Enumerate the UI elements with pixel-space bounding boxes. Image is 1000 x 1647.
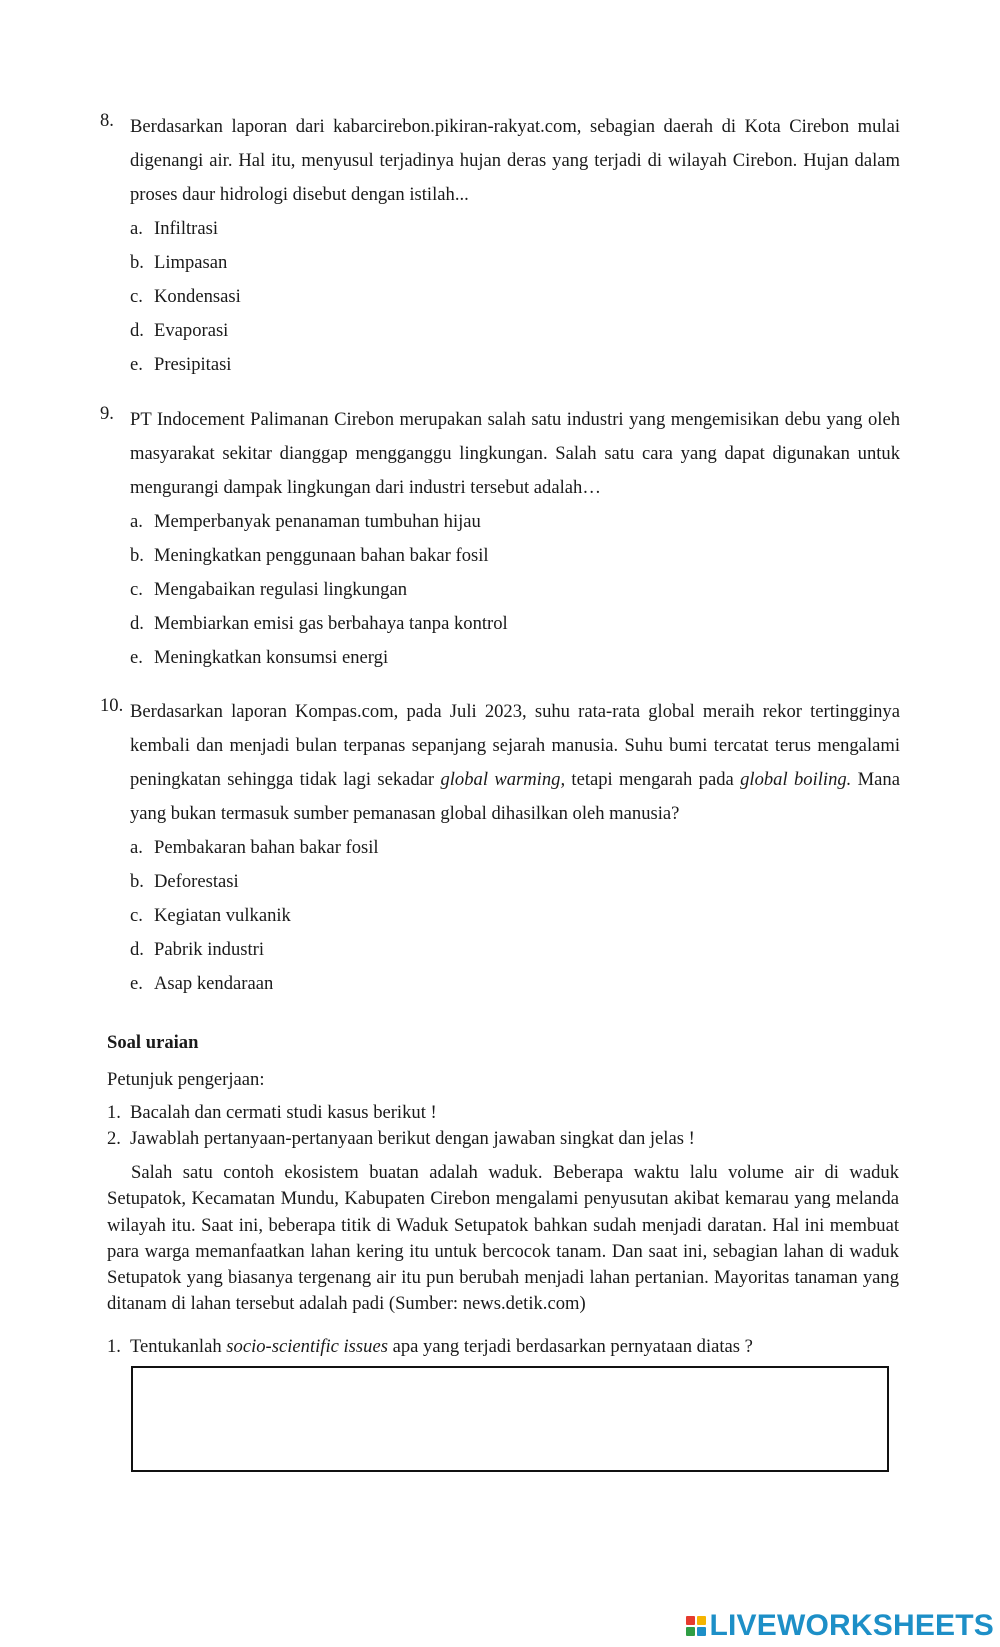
option-text: Membiarkan emisi gas berbahaya tanpa kontrol	[154, 613, 508, 634]
question-text: Berdasarkan laporan dari kabarcirebon.pikiran-rakyat.com, sebagian daerah di Kota Cirebon mulai digenangi air. Hal itu, menyusul terjadinya hujan deras yang terjadi di wilayah Cirebon. Hujan dalam proses daur hidrologi disebut dengan istilah...	[130, 116, 900, 205]
option-letter: e.	[130, 354, 143, 375]
logo-square	[686, 1616, 695, 1625]
question-9	[100, 403, 900, 675]
option-list	[130, 505, 900, 675]
liveworksheets-logo	[686, 1608, 995, 1644]
instruction-text: Jawablah pertanyaan-pertanyaan berikut dengan jawaban singkat dan jelas !	[130, 1128, 695, 1149]
option-letter: b.	[130, 545, 144, 566]
essay-question-italic: socio-scientific issues	[226, 1336, 388, 1357]
essay-question-part: Tentukanlah	[130, 1336, 227, 1357]
option-text: Kegiatan vulkanik	[154, 905, 291, 926]
logo-square	[697, 1616, 706, 1625]
option-letter: d.	[130, 613, 144, 634]
option-d[interactable]	[130, 314, 900, 348]
option-letter: b.	[130, 871, 144, 892]
option-e[interactable]	[130, 348, 900, 382]
option-text: Pembakaran bahan bakar fosil	[154, 837, 379, 858]
logo-square	[697, 1627, 706, 1636]
option-e[interactable]	[130, 967, 900, 1001]
instructions-heading: Petunjuk pengerjaan:	[107, 1069, 265, 1090]
instructions-list	[107, 1100, 907, 1152]
answer-box[interactable]	[131, 1366, 889, 1472]
logo-text: LIVEWORKSHEETS	[709, 1609, 994, 1642]
option-letter: b.	[130, 252, 144, 273]
question-text-part: Berdasarkan laporan Kompas.com, pada Juli 2023, suhu rata-rata global meraih rekor tertingginya kembali dan menjadi bulan terpanas sepanjang sejarah manusia. Suhu bumi tercatat terus mengalami peningkatan sehingga tidak lagi sekadar	[130, 701, 900, 790]
option-letter: c.	[130, 579, 143, 600]
option-text: Pabrik industri	[154, 939, 265, 960]
option-a[interactable]	[130, 505, 900, 539]
option-d[interactable]	[130, 607, 900, 641]
question-number: 9.	[100, 403, 114, 424]
option-text: Evaporasi	[154, 320, 229, 341]
essay-section-title: Soal uraian	[107, 1032, 199, 1053]
option-e[interactable]	[130, 641, 900, 675]
question-number: 8.	[100, 110, 114, 131]
option-text: Asap kendaraan	[154, 973, 274, 994]
option-c[interactable]	[130, 573, 900, 607]
question-8	[100, 110, 900, 382]
option-text: Meningkatkan penggunaan bahan bakar fosil	[154, 545, 489, 566]
question-text	[130, 695, 900, 831]
option-c[interactable]	[130, 280, 900, 314]
option-b[interactable]	[130, 539, 900, 573]
option-text: Kondensasi	[154, 286, 241, 307]
question-text-italic: global boiling.	[740, 769, 852, 790]
instruction-number: 2.	[107, 1128, 121, 1149]
option-letter: c.	[130, 286, 143, 307]
option-list	[130, 831, 900, 1001]
essay-question-1	[107, 1332, 907, 1362]
option-text: Infiltrasi	[154, 218, 219, 239]
option-text: Limpasan	[154, 252, 228, 273]
instruction-number: 1.	[107, 1102, 121, 1123]
option-text: Presipitasi	[154, 354, 232, 375]
logo-mark-icon	[686, 1616, 706, 1636]
option-text: Mengabaikan regulasi lingkungan	[154, 579, 408, 600]
option-a[interactable]	[130, 212, 900, 246]
instruction-item	[107, 1100, 907, 1126]
option-d[interactable]	[130, 933, 900, 967]
option-letter: c.	[130, 905, 143, 926]
question-text-part: tetapi mengarah pada	[565, 769, 741, 790]
option-letter: d.	[130, 939, 144, 960]
option-b[interactable]	[130, 246, 900, 280]
option-letter: e.	[130, 647, 143, 668]
instruction-item	[107, 1126, 907, 1152]
option-letter: e.	[130, 973, 143, 994]
option-a[interactable]	[130, 831, 900, 865]
option-b[interactable]	[130, 865, 900, 899]
essay-question-part: apa yang terjadi berdasarkan pernyataan diatas ?	[387, 1336, 753, 1357]
option-letter: a.	[130, 837, 143, 858]
question-10	[100, 695, 900, 1001]
option-letter: a.	[130, 218, 143, 239]
option-c[interactable]	[130, 899, 900, 933]
option-text: Deforestasi	[154, 871, 239, 892]
option-text: Meningkatkan konsumsi energi	[154, 647, 389, 668]
option-text: Memperbanyak penanaman tumbuhan hijau	[154, 511, 481, 532]
logo-square	[686, 1627, 695, 1636]
option-letter: d.	[130, 320, 144, 341]
question-text: PT Indocement Palimanan Cirebon merupakan salah satu industri yang mengemisikan debu yang oleh masyarakat sekitar dianggap mengganggu lingkungan. Salah satu cara yang dapat digunakan untuk mengurangi dampak lingkungan dari industri tersebut adalah…	[130, 409, 900, 498]
instruction-text: Bacalah dan cermati studi kasus berikut !	[130, 1102, 437, 1123]
option-letter: a.	[130, 511, 143, 532]
essay-question-text	[130, 1332, 753, 1362]
case-study-text: Salah satu contoh ekosistem buatan adalah waduk. Beberapa waktu lalu volume air di waduk Setupatok, Kecamatan Mundu, Kabupaten Cirebon mengalami penyusutan akibat kemarau yang melanda wilayah itu. Saat ini, beberapa titik di Waduk Setupatok bahkan sudah menjadi daratan. Hal ini membuat para warga memanfaatkan lahan kering itu untuk bercocok tanam. Dan saat ini, sebagian lahan di waduk Setupatok yang biasanya tergenang air itu pun berubah menjadi lahan pertanian. Mayoritas tanaman yang ditanam di lahan tersebut adalah padi (Sumber: news.detik.com)	[107, 1162, 899, 1315]
question-text-part: Mana yang bukan termasuk sumber pemanasan global dihasilkan oleh manusia?	[130, 769, 900, 824]
essay-question-number: 1.	[107, 1336, 121, 1357]
question-number: 10.	[100, 695, 124, 716]
option-list	[130, 212, 900, 382]
question-text-italic: global warming,	[440, 769, 566, 790]
